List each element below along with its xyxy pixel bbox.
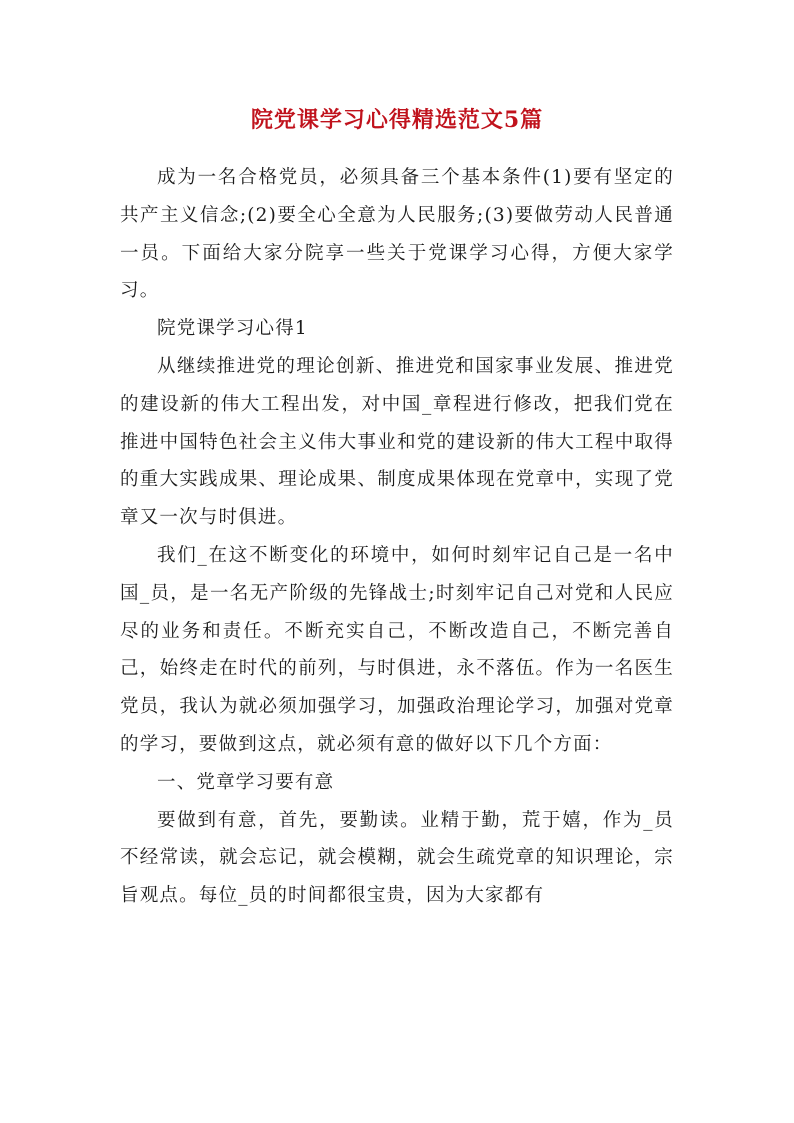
paragraph-intro: 成为一名合格党员，必须具备三个基本条件(1)要有坚定的共产主义信念;(2)要全心全意为人民服务;(3)要做劳动人民普通一员。下面给大家分院享一些关于党课学习心得，方便大家学习。 xyxy=(120,167,674,302)
paragraph-2: 我们_在这不断变化的环境中，如何时刻牢记自己是一名中国_员，是一名无产阶级的先锋战士;时刻牢记自己对党和人民应尽的业务和责任。不断充实自己，不断改造自己，不断完善自己，始终走在时代的前列，与时俱进，永不落伍。作为一名医生党员，我认为就必须加强学习，加强政治理论学习，加强对党章的学习，要做到这点，就必须有意的做好以下几个方面： xyxy=(120,544,674,755)
paragraph-1: 从继续推进党的理论创新、推进党和国家事业发展、推进党的建设新的伟大工程出发，对中国_章程进行修改，把我们党在推进中国特色社会主义伟大事业和党的建设新的伟大工程中取得的重大实践成果、理论成果、制度成果体现在党章中，实现了党章又一次与时俱进。 xyxy=(120,355,674,529)
subheading-1: 一、党章学习要有意 xyxy=(157,771,335,793)
document-body xyxy=(120,159,674,915)
paragraph-3: 要做到有意，首先，要勤读。业精于勤，荒于嬉，作为_员不经常读，就会忘记，就会模糊，就会生疏党章的知识理论，宗旨观点。每位_员的时间都很宝贵，因为大家都有 xyxy=(120,809,674,907)
document-title: 院党课学习心得精选范文5篇 xyxy=(250,107,544,133)
section-heading-1: 院党课学习心得1 xyxy=(157,318,308,340)
